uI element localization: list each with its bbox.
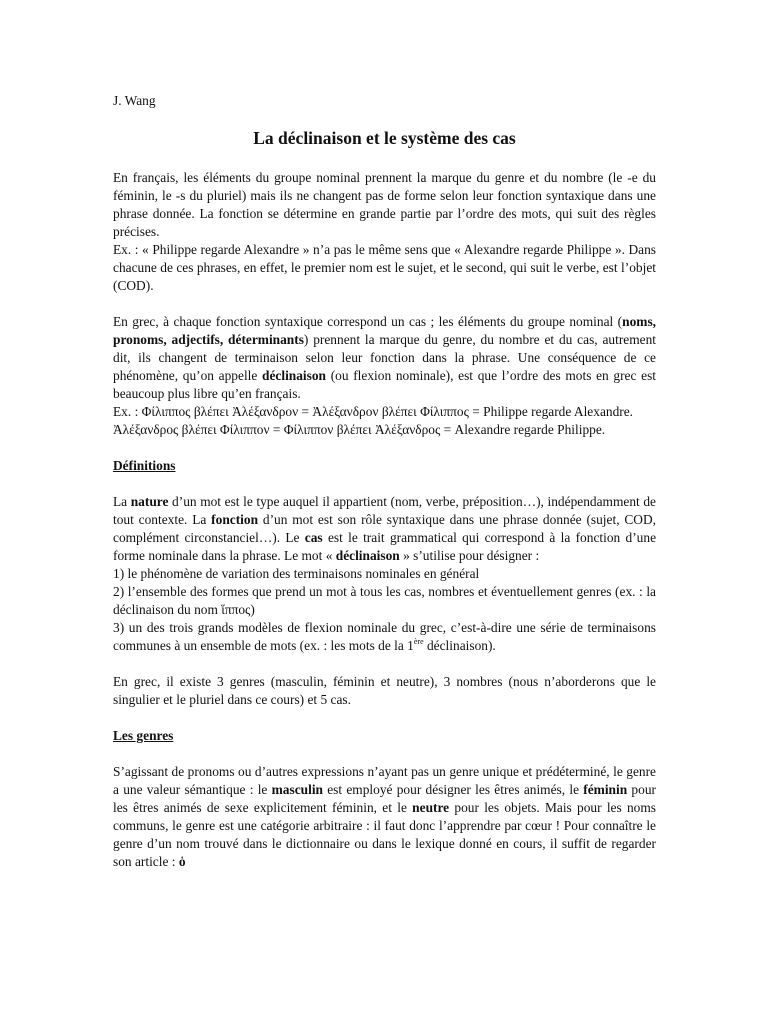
nominal-group-terms: noms, pronoms, adjectifs, déterminants <box>113 314 656 347</box>
term-declinaison: déclinaison <box>262 368 327 383</box>
definition-item-3: 3) un des trois grands modèles de flexion nominale du grec, c’est-à-dire une série de terminaisons communes à un ensemble de mots (ex. : les mots de la 1ère déclinaison). <box>113 620 656 653</box>
intro-paragraph: En français, les éléments du groupe nominal prennent la marque du genre et du nombre (le -e du féminin, le -s du pluriel) mais ils ne changent pas de forme selon leur fonction syntaxique dans une phrase donnée. La fonction se détermine en grande partie par l’ordre des mots, qui suit des règles précises. <box>113 170 656 239</box>
definition-item-1: 1) le phénomène de variation des terminaisons nominales en général <box>113 566 480 581</box>
greek-example-1: Ex. : Φίλιππος βλέπει Ἀλέξανδρον = Ἀλέξανδρον βλέπει Φίλιππος = Philippe regarde Alexandre. <box>113 404 634 419</box>
spacer <box>113 439 656 457</box>
term-masculin: masculin <box>271 782 323 797</box>
section-heading-genres: Les genres <box>113 728 174 743</box>
intro-example: Ex. : « Philippe regarde Alexandre » n’a pas le même sens que « Alexandre regarde Philippe ». Dans chacune de ces phrases, en effet, le premier nom est le sujet, et le second, qui suit le verbe, est l’objet (COD). <box>113 242 656 293</box>
author-name: J. Wang <box>113 93 156 108</box>
definitions-paragraph: La nature d’un mot est le type auquel il appartient (nom, verbe, préposition…), indépendamment de tout contexte. La fonction d’un mot est son rôle syntaxique dans une phrase donnée (sujet, COD, complément circonstanciel…). Le cas est le trait grammatical qui correspond à la fonction d’une forme nominale dans la phrase. Le mot « déclinaison » s’utilise pour désigner : <box>113 494 657 563</box>
spacer <box>113 295 656 313</box>
spacer <box>113 709 656 727</box>
definition-item-2: 2) l’ensemble des formes que prend un mot à tous les cas, nombres et éventuellement genres (ex. : la déclinaison du nom ἵππος) <box>113 584 656 617</box>
genres-paragraph: S’agissant de pronoms ou d’autres expressions n’ayant pas un genre unique et prédéterminé, le genre a une valeur sémantique : le masculin est employé pour désigner les êtres animés, le féminin pour les êtres animés de sexe explicitement féminin, et le neutre pour les objets. Mais pour les noms communs, le genre est une catégorie arbitraire : il faut donc l’apprendre par cœur ! Pour connaître le genre d’un nom trouvé dans le dictionnaire ou dans le lexique donné en cours, il suffit de regarder son article : ὁ <box>113 764 656 869</box>
term-neutre: neutre <box>412 800 450 815</box>
section-heading-definitions: Définitions <box>113 458 176 473</box>
greek-paragraph: En grec, à chaque fonction syntaxique correspond un cas ; les éléments du groupe nominal (noms, pronoms, adjectifs, déterminants) prennent la marque du genre, du nombre et du cas, autrement dit, ils changent de terminaison selon leur fonction dans la phrase. Une conséquence de ce phénomène, qu’on appelle déclinaison (ou flexion nominale), est que l’ordre des mots en grec est beaucoup plus libre qu’en français. <box>113 314 657 401</box>
document-page <box>113 92 656 871</box>
document-title: La déclinaison et le système des cas <box>253 128 516 148</box>
term-feminin: féminin <box>583 782 628 797</box>
summary-paragraph: En grec, il existe 3 genres (masculin, féminin et neutre), 3 nombres (nous n’aborderons que le singulier et le pluriel dans ce cours) et 5 cas. <box>113 674 656 707</box>
spacer <box>113 475 656 493</box>
spacer <box>113 745 656 763</box>
article-masculine: ὁ <box>178 854 186 869</box>
term-declinaison: déclinaison <box>335 548 400 563</box>
term-fonction: fonction <box>211 512 259 527</box>
term-cas: cas <box>304 530 323 545</box>
spacer <box>113 655 656 673</box>
term-nature: nature <box>130 494 169 509</box>
ordinal-superscript: ère <box>413 637 424 646</box>
greek-example-2: Ἀλέξανδρος βλέπει Φίλιππον = Φίλιππον βλέπει Ἀλέξανδρος = Alexandre regarde Philippe. <box>113 422 606 437</box>
